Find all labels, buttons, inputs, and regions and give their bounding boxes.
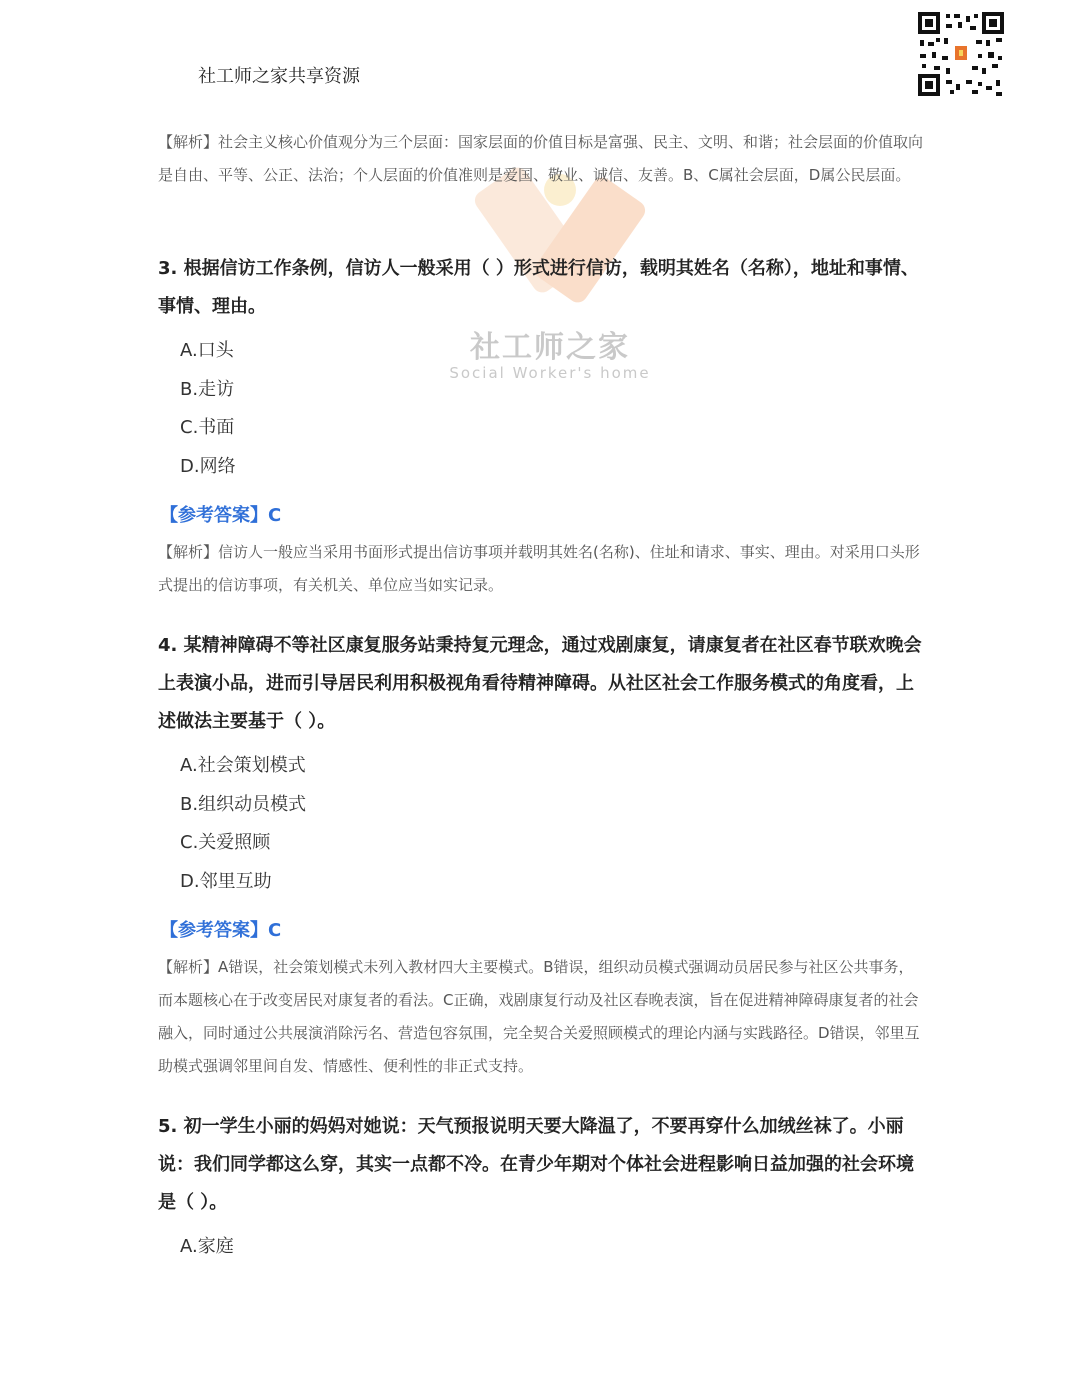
- question-3-answer: 【参考答案】C: [160, 505, 282, 526]
- page-header-title: 社工师之家共享资源: [198, 66, 360, 87]
- watermark-name-en: Social Worker's home: [449, 364, 651, 382]
- question-3-stem: 3. 根据信访工作条例，信访人一般采用（ ）形式进行信访，载明其姓名（名称），地址和事情、事情、理由。: [158, 258, 919, 317]
- question-3-option-a[interactable]: A.口头: [180, 340, 234, 361]
- question-3-options: [180, 332, 236, 486]
- question-4-stem: 4. 某精神障碍不等社区康复服务站秉持复元理念，通过戏剧康复，请康复者在社区春节联欢晚会上表演小品，进而引导居民利用积极视角看待精神障碍。从社区社会工作服务模式的角度看，上述做法主要基于（ ）。: [158, 635, 922, 732]
- question-4-option-b[interactable]: B.组织动员模式: [180, 793, 307, 815]
- qr-code-icon: [916, 10, 1006, 98]
- watermark-name-cn: 社工师之家: [470, 330, 630, 365]
- question-4-option-c[interactable]: C.关爱照顾: [180, 832, 271, 853]
- question-4-explanation: 【解析】A错误，社会策划模式未列入教材四大主要模式。B错误，组织动员模式强调动员居民参与社区公共事务，而本题核心在于改变居民对康复者的看法。C正确，戏剧康复行动及社区春晚表演，旨在促进精神障碍康复者的社会融入，同时通过公共展演消除污名、营造包容氛围，完全契合关爱照顾模式的理论内涵与实践路径。D错误，邻里互助模式强调邻里间自发、情感性、便利性的非正式支持。: [158, 958, 920, 1075]
- prev-explanation: 【解析】社会主义核心价值观分为三个层面：国家层面的价值目标是富强、民主、文明、和谐；社会层面的价值取向是自由、平等、公正、法治；个人层面的价值准则是爱国、敬业、诚信、友善。B、C属社会层面，D属公民层面。: [158, 133, 924, 184]
- question-5-option-a[interactable]: A.家庭: [180, 1236, 234, 1257]
- question-4-answer: 【参考答案】C: [160, 920, 282, 941]
- question-3-option-d[interactable]: D.网络: [180, 455, 236, 477]
- question-5-stem: 5. 初一学生小丽的妈妈对她说：天气预报说明天要大降温了，不要再穿什么加绒丝袜了。小丽说：我们同学都这么穿，其实一点都不冷。在青少年期对个体社会进程影响日益加强的社会环境是（ ）。: [158, 1116, 914, 1213]
- question-4-option-a[interactable]: A.社会策划模式: [180, 755, 306, 776]
- question-4-options: [180, 747, 306, 901]
- question-4-option-d[interactable]: D.邻里互助: [180, 870, 272, 892]
- question-3-option-b[interactable]: B.走访: [180, 378, 235, 400]
- question-5-options: [180, 1228, 234, 1267]
- question-3-option-c[interactable]: C.书面: [180, 417, 235, 438]
- watermark: [440, 322, 660, 382]
- question-3-explanation: 【解析】信访人一般应当采用书面形式提出信访事项并载明其姓名(名称)、住址和请求、事实、理由。对采用口头形式提出的信访事项，有关机关、单位应当如实记录。: [158, 543, 920, 594]
